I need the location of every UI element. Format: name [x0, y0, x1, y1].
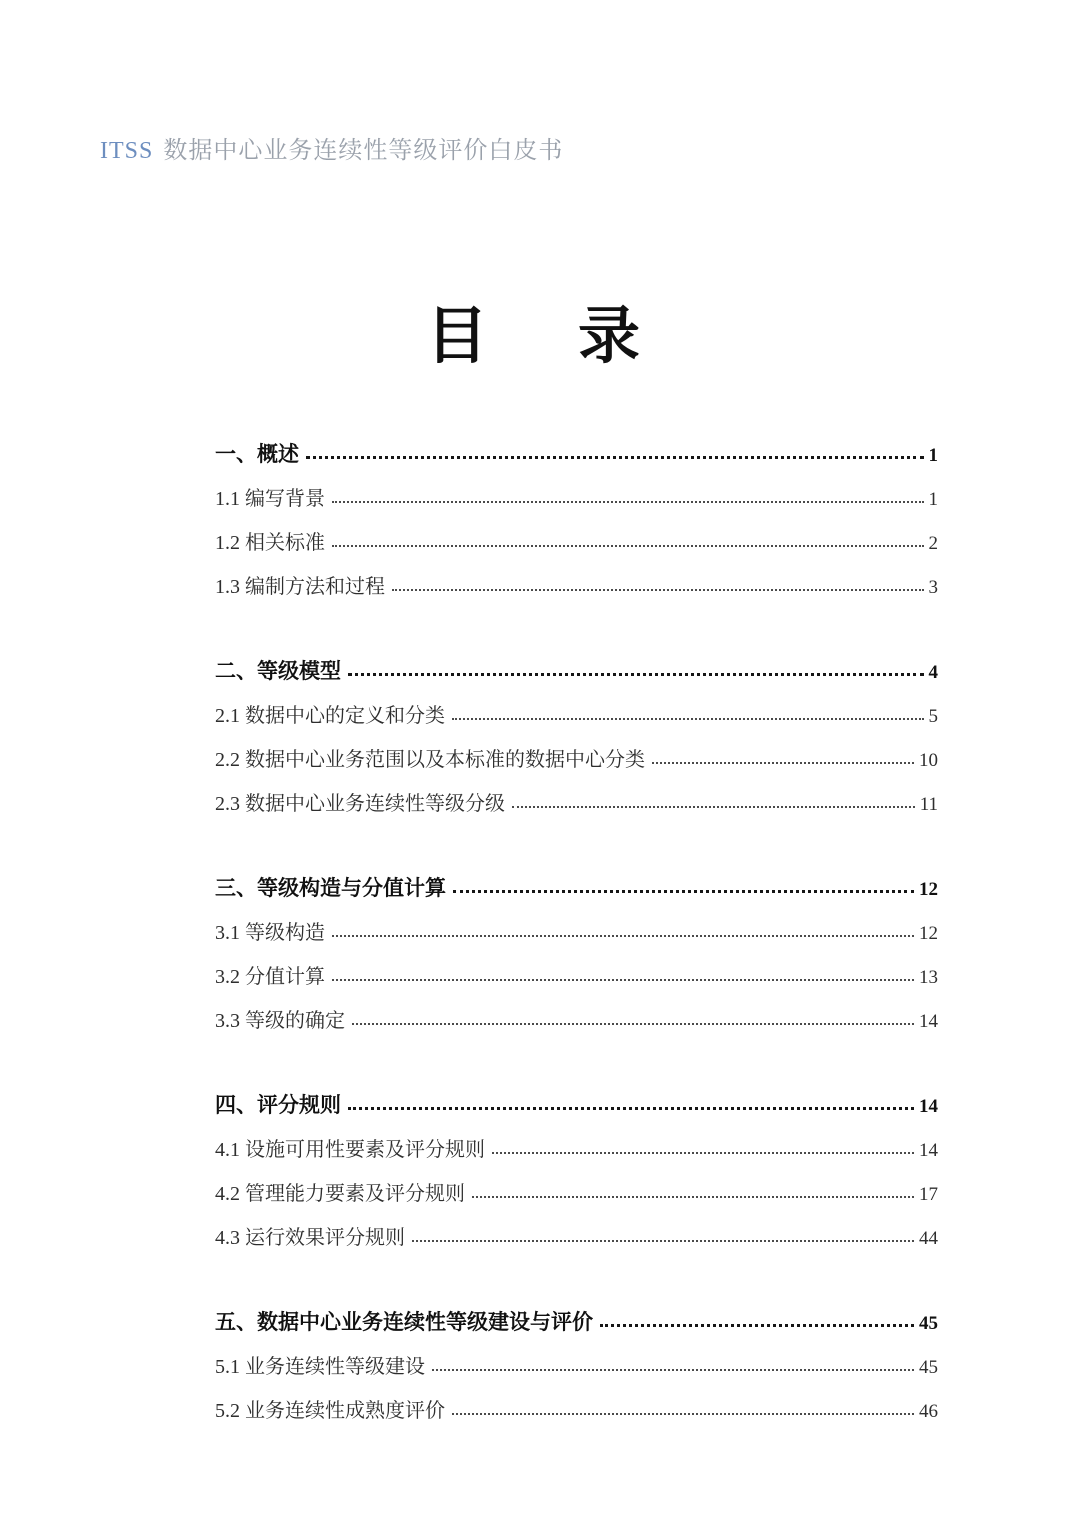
leader-dots	[600, 1324, 914, 1327]
toc-entry-page: 5	[928, 706, 938, 727]
toc-entry-page: 46	[919, 1401, 938, 1422]
toc-section-heading	[215, 660, 938, 684]
toc-entry-label: 4.1 设施可用性要素及评分规则	[215, 1139, 485, 1161]
toc-section	[215, 837, 938, 1033]
toc-entry-label: 2.1 数据中心的定义和分类	[215, 705, 445, 727]
toc-entry-page: 1	[928, 489, 938, 510]
leader-dots	[348, 1107, 914, 1110]
toc-entry-page: 2	[928, 533, 938, 554]
running-header	[100, 130, 563, 165]
leader-dots	[392, 589, 924, 591]
toc-item	[215, 922, 938, 945]
toc-entry-page: 13	[919, 967, 938, 988]
toc	[215, 443, 938, 1444]
toc-item	[215, 1227, 938, 1250]
leader-dots	[332, 979, 914, 981]
page-title: 目 录	[425, 303, 654, 371]
toc-entry-page: 14	[919, 1011, 938, 1032]
toc-entry-label: 二、等级模型	[215, 659, 341, 683]
toc-entry-label: 1.2 相关标准	[215, 532, 325, 554]
toc-item	[215, 1400, 938, 1423]
leader-dots	[453, 890, 914, 893]
toc-entry-page: 11	[919, 794, 938, 815]
toc-entry-label: 4.3 运行效果评分规则	[215, 1227, 405, 1249]
toc-item	[215, 1356, 938, 1379]
toc-item	[215, 532, 938, 555]
toc-entry-page: 14	[919, 1140, 938, 1161]
toc-entry-page: 45	[919, 1357, 938, 1378]
leader-dots	[348, 673, 924, 676]
toc-entry-label: 3.2 分值计算	[215, 966, 325, 988]
toc-entry-label: 3.3 等级的确定	[215, 1010, 345, 1032]
toc-entry-label: 三、等级构造与分值计算	[215, 876, 446, 900]
toc-entry-page: 12	[919, 879, 938, 900]
toc-section-heading	[215, 1094, 938, 1118]
toc-entry-label: 一、概述	[215, 442, 299, 466]
toc-entry-label: 2.2 数据中心业务范围以及本标准的数据中心分类	[215, 749, 645, 771]
toc-entry-label: 3.1 等级构造	[215, 922, 325, 944]
toc-entry-label: 5.1 业务连续性等级建设	[215, 1356, 425, 1378]
toc-item	[215, 1010, 938, 1033]
toc-entry-page: 45	[919, 1313, 938, 1334]
toc-entry-label: 五、数据中心业务连续性等级建设与评价	[215, 1310, 593, 1334]
toc-entry-label: 5.2 业务连续性成熟度评价	[215, 1400, 445, 1422]
toc-section	[215, 620, 938, 816]
toc-entry-page: 1	[928, 445, 938, 466]
toc-entry-page: 4	[928, 662, 938, 683]
toc-item	[215, 705, 938, 728]
toc-entry-label: 4.2 管理能力要素及评分规则	[215, 1183, 465, 1205]
toc-entry-page: 12	[919, 923, 938, 944]
toc-section	[215, 443, 938, 599]
toc-item	[215, 749, 938, 772]
toc-item	[215, 488, 938, 511]
toc-entry-page: 44	[919, 1228, 938, 1249]
header-document-title: 数据中心业务连续性等级评价白皮书	[163, 138, 564, 164]
toc-section-heading	[215, 877, 938, 901]
toc-entry-label: 四、评分规则	[215, 1093, 341, 1117]
leader-dots	[472, 1196, 914, 1198]
toc-section-heading	[215, 1311, 938, 1335]
leader-dots	[332, 935, 914, 937]
toc-entry-page: 3	[928, 577, 938, 598]
toc-item	[215, 1183, 938, 1206]
toc-section-heading	[215, 443, 938, 467]
leader-dots	[432, 1369, 914, 1371]
leader-dots	[352, 1023, 914, 1025]
toc-item	[215, 793, 938, 816]
toc-entry-page: 17	[919, 1184, 938, 1205]
leader-dots	[492, 1152, 914, 1154]
toc-entry-page: 14	[919, 1096, 938, 1117]
leader-dots	[652, 762, 914, 764]
toc-item	[215, 966, 938, 989]
brand-logo-text: ITSS	[100, 138, 154, 164]
leader-dots	[306, 456, 924, 459]
toc-entry-page: 10	[919, 750, 938, 771]
leader-dots	[452, 718, 924, 720]
toc-item	[215, 1139, 938, 1162]
leader-dots	[412, 1240, 914, 1242]
leader-dots	[332, 501, 924, 503]
leader-dots	[332, 545, 924, 547]
toc-entry-label: 2.3 数据中心业务连续性等级分级	[215, 793, 505, 815]
toc-item	[215, 576, 938, 599]
toc-section	[215, 1271, 938, 1423]
leader-dots	[512, 806, 915, 808]
leader-dots	[452, 1413, 914, 1415]
toc-section	[215, 1054, 938, 1250]
toc-entry-label: 1.3 编制方法和过程	[215, 576, 385, 598]
toc-entry-label: 1.1 编写背景	[215, 488, 325, 510]
